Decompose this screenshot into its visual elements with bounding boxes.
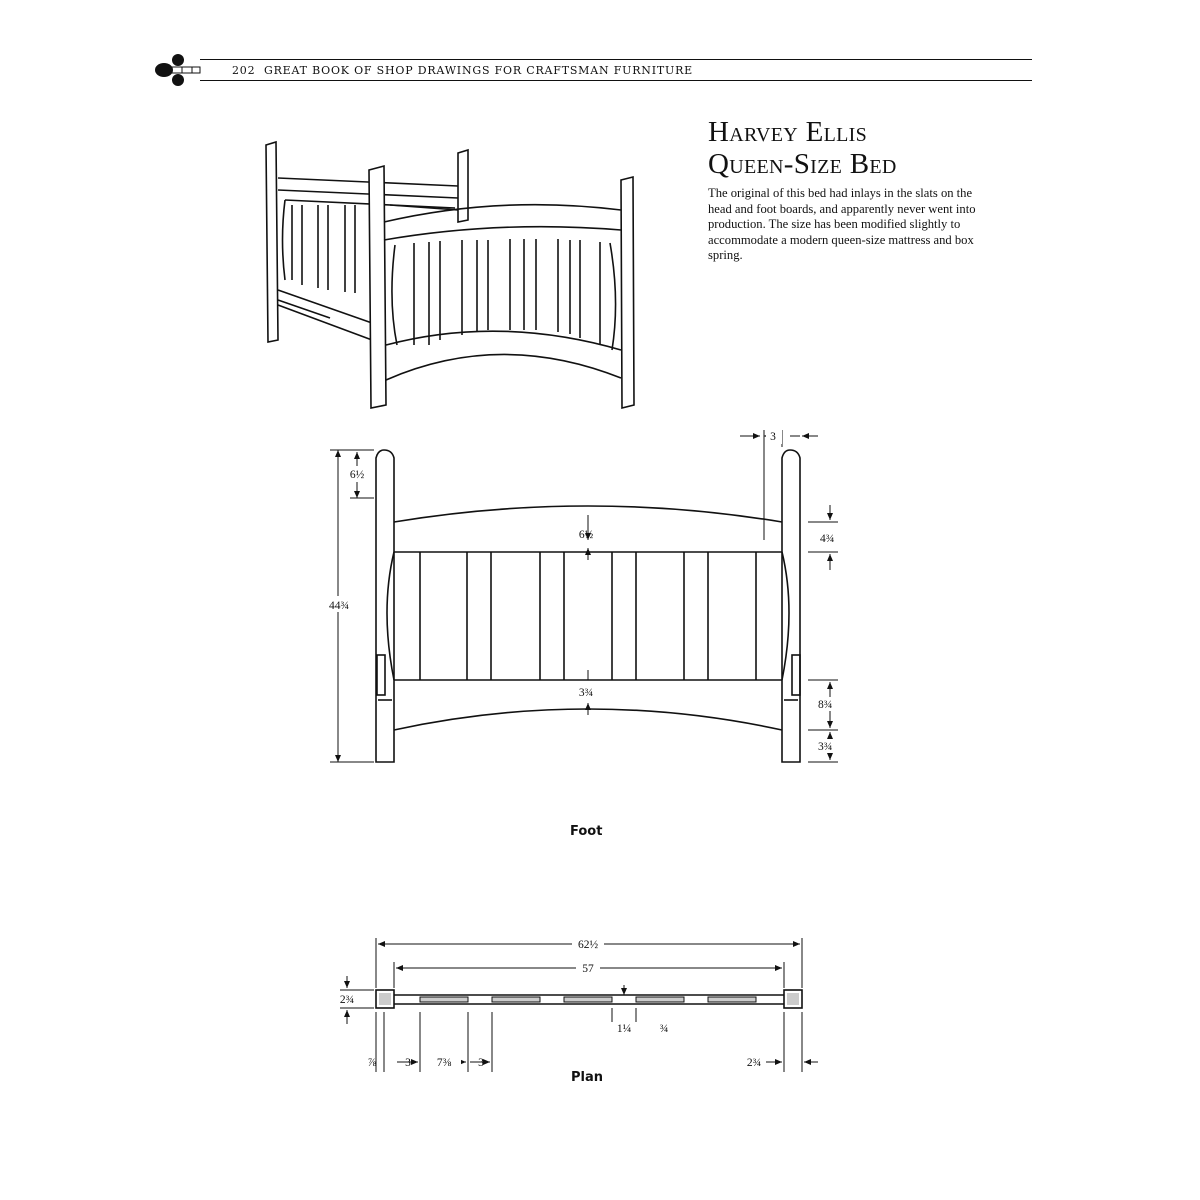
foot-caption: Foot <box>570 824 603 839</box>
foot-dimension-lines <box>330 430 838 762</box>
page-number: 202 <box>232 64 256 77</box>
foot-elevation-drawing <box>376 450 800 762</box>
plan-dimension-labels <box>336 937 761 1069</box>
foot-dimension-labels <box>328 428 842 753</box>
dim-left-offset: ⅞ <box>367 1057 377 1069</box>
plan-view-drawing <box>376 990 802 1008</box>
dim-slat-width: 1¼ <box>616 1023 632 1035</box>
title-line-2: Queen-Size Bed <box>708 148 897 180</box>
title-line-1: Harvey Ellis <box>708 116 868 148</box>
dim-second-space: 3 <box>478 1057 484 1069</box>
running-title: GREAT BOOK OF SHOP DRAWINGS FOR CRAFTSMAN FURNITURE <box>264 64 693 77</box>
dim-bottom-rail-end: 8¾ <box>818 699 833 711</box>
dim-slat-space: 7⅜ <box>436 1057 452 1069</box>
plan-caption: Plan <box>571 1070 604 1085</box>
dim-post-bottom: 3¾ <box>818 741 833 753</box>
dim-post-top: 6½ <box>349 469 365 481</box>
dim-slat-gap: ¾ <box>659 1023 669 1035</box>
dim-inner-width: 57 <box>582 963 594 975</box>
dim-post-width: 3 <box>770 431 776 443</box>
dim-post-depth: 2¾ <box>339 994 355 1006</box>
dim-overall-height: 44¾ <box>328 600 350 612</box>
bed-perspective-drawing <box>266 142 634 408</box>
dim-bottom-rail-center: 3¾ <box>578 687 594 699</box>
dim-overall-width: 62½ <box>577 939 599 951</box>
dim-top-rail-end: 4¾ <box>820 533 835 545</box>
dim-right-post: 2¾ <box>746 1057 762 1069</box>
plan-dimension-lines <box>340 938 818 1072</box>
dim-top-rail-center: 6½ <box>578 529 594 541</box>
dim-first-space: 3 <box>405 1057 411 1069</box>
article-description: The original of this bed had inlays in the slats on the head and foot boards, and apparently never went into production. The size has been modified slightly to accommodate a modern queen-size mattress and box spring. <box>708 186 976 263</box>
